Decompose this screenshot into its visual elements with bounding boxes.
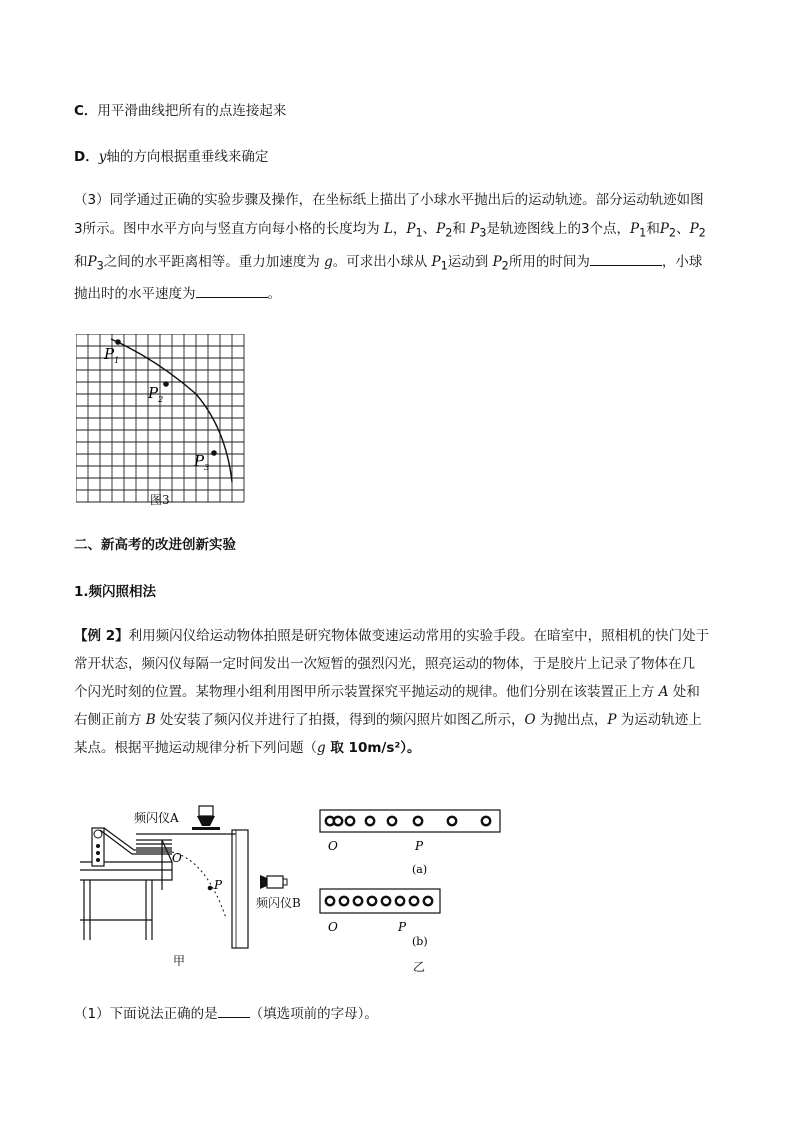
ex2-var-g: g xyxy=(317,740,326,756)
section-2-title: 二、新高考的改进创新实验 xyxy=(74,537,236,553)
point-p-jia xyxy=(208,886,213,891)
q3-sub: 1 xyxy=(440,259,448,273)
q3-sep: ， xyxy=(392,221,407,237)
ex2-var-A: A xyxy=(658,684,669,700)
q3-line-2 xyxy=(74,215,724,248)
ball-image xyxy=(448,817,456,825)
q3-p: P xyxy=(470,221,480,237)
label-a: (a) xyxy=(412,863,428,876)
figure-jia xyxy=(76,800,256,950)
ex2-text-3: 个闪光时刻的位置。某物理小组利用图甲所示装置探究平抛运动的规律。他们分别在该装置正上方 xyxy=(74,684,659,700)
ball-image xyxy=(482,817,490,825)
q3-and: 和 xyxy=(452,221,471,237)
q3-sub: 2 xyxy=(698,226,706,240)
ex2-text-4b: 处安装了频闪仪并进行了拍摄，得到的频闪照片如图乙所示， xyxy=(155,712,525,728)
q3-text-4b: 。 xyxy=(267,286,281,303)
ball-image xyxy=(354,897,362,905)
grid-paper xyxy=(76,334,244,502)
ex2-text-5b: 取 10m/s²）。 xyxy=(325,740,421,756)
label-p3: $P_3$ xyxy=(194,452,210,472)
label-o-a: O xyxy=(328,839,338,853)
q3-line-3 xyxy=(74,248,724,281)
ex2-line-1 xyxy=(74,622,724,650)
ex2-var-O: O xyxy=(524,712,536,728)
q3-line-4 xyxy=(74,280,724,309)
ball-image xyxy=(326,897,334,905)
figure-jia-caption: 甲 xyxy=(173,954,186,968)
point-p1 xyxy=(115,339,121,345)
q3-p: P xyxy=(689,221,699,237)
q3-var-g: g xyxy=(324,253,333,270)
ball-image xyxy=(340,897,348,905)
ex2-text-2: 常开状态，频闪仪每隔一定时间发出一次短暂的强烈闪光，照亮运动的物体，于是胶片上记录了物体在几 xyxy=(74,656,695,672)
figure-yi-caption: 乙 xyxy=(413,960,426,974)
wall-panel xyxy=(232,830,248,948)
ball-image xyxy=(382,897,390,905)
q3-p: P xyxy=(87,253,97,270)
ball-image xyxy=(388,817,396,825)
option-c xyxy=(74,101,286,121)
q3-sub: 2 xyxy=(501,259,509,273)
q3-sep: 、 xyxy=(422,221,437,237)
q3-sep: 、 xyxy=(676,221,690,237)
option-d-text: 轴的方向根据重垂线来确定 xyxy=(106,149,269,165)
label-p-a: P xyxy=(415,839,424,853)
answer-blank-time[interactable] xyxy=(590,251,662,266)
ex2-var-B: B xyxy=(145,712,156,728)
option-c-text: 用平滑曲线把所有的点连接起来 xyxy=(97,103,287,119)
option-c-letter: C． xyxy=(74,103,98,119)
q1-text-a: （1）下面说法正确的是 xyxy=(74,1006,218,1022)
figure-yi-b xyxy=(318,887,504,949)
q3-text-1: （3）同学通过正确的实验步骤及操作，在坐标纸上描出了小球水平抛出后的运动轨迹。部分运动轨迹如图 xyxy=(74,192,704,208)
ex2-text-1: 利用频闪仪给运动物体拍照是研究物体做变速运动常用的实验手段。在暗室中，照相机的快门处于 xyxy=(128,628,710,644)
label-o-jia: O xyxy=(172,851,182,865)
ball-image xyxy=(410,897,418,905)
example-tag: 【例 2】 xyxy=(74,628,129,644)
label-flash-b: 频闪仪B xyxy=(256,896,301,910)
q3-p: P xyxy=(406,221,416,237)
ball-image xyxy=(424,897,432,905)
label-p2: $P_2$ xyxy=(148,384,164,404)
ex2-text-4a: 右侧正前方 xyxy=(74,712,146,728)
q3-var-L: L xyxy=(383,221,393,237)
label-p-jia: P xyxy=(214,878,223,892)
q3-text-3f: ，小球 xyxy=(661,253,703,270)
q3-p: P xyxy=(630,221,640,237)
q3-text-3b: 之间的水平距离相等。重力加速度为 xyxy=(103,253,325,270)
q3-text-2c: 是轨迹图线上的3个点， xyxy=(486,221,631,237)
q3-text-3c: 。可求出小球从 xyxy=(332,253,432,270)
q3-sub: 3 xyxy=(479,226,487,240)
q3-p: P xyxy=(492,253,502,270)
option-d-var: y xyxy=(98,149,107,165)
q3-p: P xyxy=(436,221,446,237)
figure-3-caption: 图3 xyxy=(150,493,170,507)
label-p-b: P xyxy=(398,920,407,934)
q3-sub: 1 xyxy=(415,226,423,240)
ex2-text-3b: 处和 xyxy=(668,684,700,700)
option-d xyxy=(74,147,268,167)
q3-text-2a: 3所示。图中水平方向与竖直方向每小格的长度均为 xyxy=(74,221,384,237)
flash-unit-b-icon xyxy=(258,872,290,892)
option-d-letter: D． xyxy=(74,149,99,165)
q1-text-b: （填选项前的字母）。 xyxy=(249,1006,378,1022)
example-2 xyxy=(74,622,724,762)
point-p3 xyxy=(211,450,217,456)
q3-sub: 2 xyxy=(445,226,453,240)
ball-image xyxy=(366,817,374,825)
question-3 xyxy=(74,186,724,309)
figure-yi-a xyxy=(318,808,504,886)
ex2-text-4c: 为抛出点， xyxy=(535,712,608,728)
q3-text-3e: 所用的时间为 xyxy=(508,253,590,270)
subsection-1-title: 1.频闪照相法 xyxy=(74,584,157,600)
q3-text-4a: 抛出时的水平速度为 xyxy=(74,286,196,303)
ball-image xyxy=(414,817,422,825)
question-1 xyxy=(74,1003,378,1024)
ex2-text-4d: 为运动轨迹上 xyxy=(616,712,702,728)
ex2-line-5 xyxy=(74,734,724,762)
q3-p: P xyxy=(431,253,441,270)
point-p2 xyxy=(163,381,169,387)
ex2-line-2 xyxy=(74,650,724,678)
ball-image xyxy=(334,817,342,825)
ex2-line-3 xyxy=(74,678,724,706)
figure-3 xyxy=(76,334,256,514)
label-b: (b) xyxy=(412,935,428,948)
ex2-var-P: P xyxy=(607,712,617,728)
ex2-text-5a: 某点。根据平抛运动规律分析下列问题（ xyxy=(74,740,317,756)
q3-and: 和 xyxy=(74,253,88,270)
label-p1: $P_1$ xyxy=(104,345,120,365)
ex2-line-4 xyxy=(74,706,724,734)
q3-sub: 1 xyxy=(639,226,647,240)
trajectory-curve xyxy=(111,339,232,482)
q3-text-3d: 运动到 xyxy=(447,253,493,270)
answer-blank-q1[interactable] xyxy=(218,1003,250,1018)
label-o-b: O xyxy=(328,920,338,934)
q3-sub: 3 xyxy=(96,259,104,273)
q3-and: 和 xyxy=(646,221,660,237)
q3-line-1 xyxy=(74,186,724,215)
flash-unit-a-icon xyxy=(192,806,220,830)
ball-image xyxy=(346,817,354,825)
answer-blank-velocity[interactable] xyxy=(196,283,268,298)
ball-image xyxy=(396,897,404,905)
q3-p: P xyxy=(659,221,669,237)
label-flash-a: 频闪仪A xyxy=(134,811,179,825)
ball-image xyxy=(368,897,376,905)
q3-sub: 2 xyxy=(668,226,677,240)
